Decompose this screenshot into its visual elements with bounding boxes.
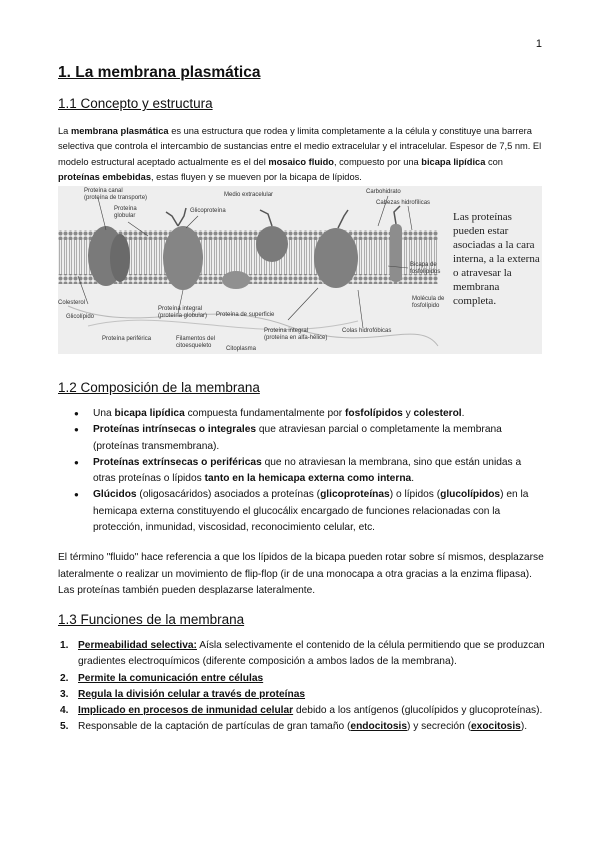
term-bicapa-lipidica: bicapa lipídica <box>421 156 486 167</box>
label-carbohidrato: Carbohidrato <box>366 189 401 195</box>
list-item: ● Una bicapa lipídica compuesta fundamentalmente por fosfolípidos y colesterol. <box>58 406 546 422</box>
list-item: ● Glúcidos (oligosacáridos) asociados a proteínas (glicoproteínas) o lípidos (glucolípidos) en la hemicapa externa constituyendo el glucocálix encargado de funciones relacionadas con la protección, inmunidad, viscosidad, reconocimiento celular, etc. <box>58 487 546 536</box>
label-proteina-superficie: Proteína de superficie <box>216 312 275 318</box>
term-membrana-plasmatica: membrana plasmática <box>70 126 169 136</box>
heading-concepto-estructura: 1.1 Concepto y estructura <box>58 96 213 111</box>
page-title: 1. La membrana plasmática <box>58 64 261 81</box>
list-item: 2. Permite la comunicación entre células <box>60 672 264 684</box>
label-colas-hidrofobicas: Colas hidrofóbicas <box>342 328 392 334</box>
label-cabezas-hidrofilicas: Cabezas hidrofílicas <box>376 200 431 206</box>
label-proteina-periferica: Proteína periférica <box>102 336 152 342</box>
label-integral-helice: Proteína integral (proteína en alfa-hélice) <box>264 328 328 341</box>
label-citoplasma: Citoplasma <box>226 346 257 352</box>
membrane-diagram <box>58 186 542 354</box>
list-item: ● Proteínas intrínsecas o integrales que atraviesan parcial o completamente la membrana (proteínas transmembrana). <box>58 422 546 455</box>
composition-list <box>58 406 546 536</box>
label-filamentos-citoesqueleto: Filamentos del citoesqueleto <box>176 336 216 349</box>
intro-paragraph: La membrana plasmática es una estructura que rodea y limita completamente a la célula y constituye una barrera selectiva que controla el intercambio de sustancias entre el medio extracelular y el intracelular. Espesor de 7,5 nm. El modelo estructural aceptado actualmente es el del mosaico fluido, compuesto por una bicapa lipídica con proteínas embebidas, estas fluyen y se mueven por la bicapa de lípidos. <box>58 126 542 182</box>
label-integral-globular: Proteína integral (proteína globular) <box>158 306 208 319</box>
label-glicoproteina: Glicoproteína <box>190 208 226 214</box>
functions-list <box>58 638 546 736</box>
list-item: ● Proteínas extrínsecas o periféricas que no atraviesan la membrana, sino que están unidas a otras proteínas o lípidos tanto en la hemicapa externa como interna. <box>58 455 546 488</box>
term-proteinas-embebidas: proteínas embebidas <box>58 171 151 182</box>
label-glicolipido: Glicolípido <box>66 314 95 320</box>
heading-composicion: 1.2 Composición de la membrana <box>58 380 260 395</box>
label-medio-extracelular: Medio extracelular <box>224 192 274 198</box>
label-molecula-fosfolipido: Molécula de fosfolípido <box>412 296 445 309</box>
figure-note: Las proteínas pueden estar asociadas a la cara interna, a la externa o atravesar la membrana completa. <box>453 211 540 307</box>
label-bicapa-fosfolipidos: Bicapa de fosfolípidos <box>410 262 441 275</box>
term-mosaico-fluido: mosaico fluido <box>268 156 334 167</box>
label-proteina-canal: Proteína canal (proteína de transporte) <box>84 188 148 201</box>
fluid-paragraph: El término "fluido" hace referencia a que los lípidos de la bicapa pueden rotar sobre sí mismos, desplazarse lateralmente o realizar un movimiento de flip-flop (ir de una monocapa a otra gracias a la enzima flipasa). Las proteínas también pueden desplazarse lateralmente. <box>58 552 544 596</box>
heading-funciones: 1.3 Funciones de la membrana <box>58 612 245 627</box>
label-colesterol: Colesterol <box>58 300 86 306</box>
list-item: 4. Implicado en procesos de inmunidad celular debido a los antígenos (glucolípidos y glucoproteínas). <box>60 705 543 717</box>
label-proteina-globular: Proteína globular <box>114 206 137 219</box>
list-item: 1. Permeabilidad selectiva: Aísla selectivamente el contenido de la célula permitiendo que se produzcan gradientes electroquímicos (diferente composición a ambos lados de la membrana). <box>60 640 545 668</box>
list-item: 5. Responsable de la captación de partículas de gran tamaño (endocitosis) y secreción (exocitosis). <box>60 721 528 733</box>
page-number: 1 <box>535 38 542 50</box>
list-item: 3. Regula la división celular a través de proteínas <box>60 688 306 700</box>
